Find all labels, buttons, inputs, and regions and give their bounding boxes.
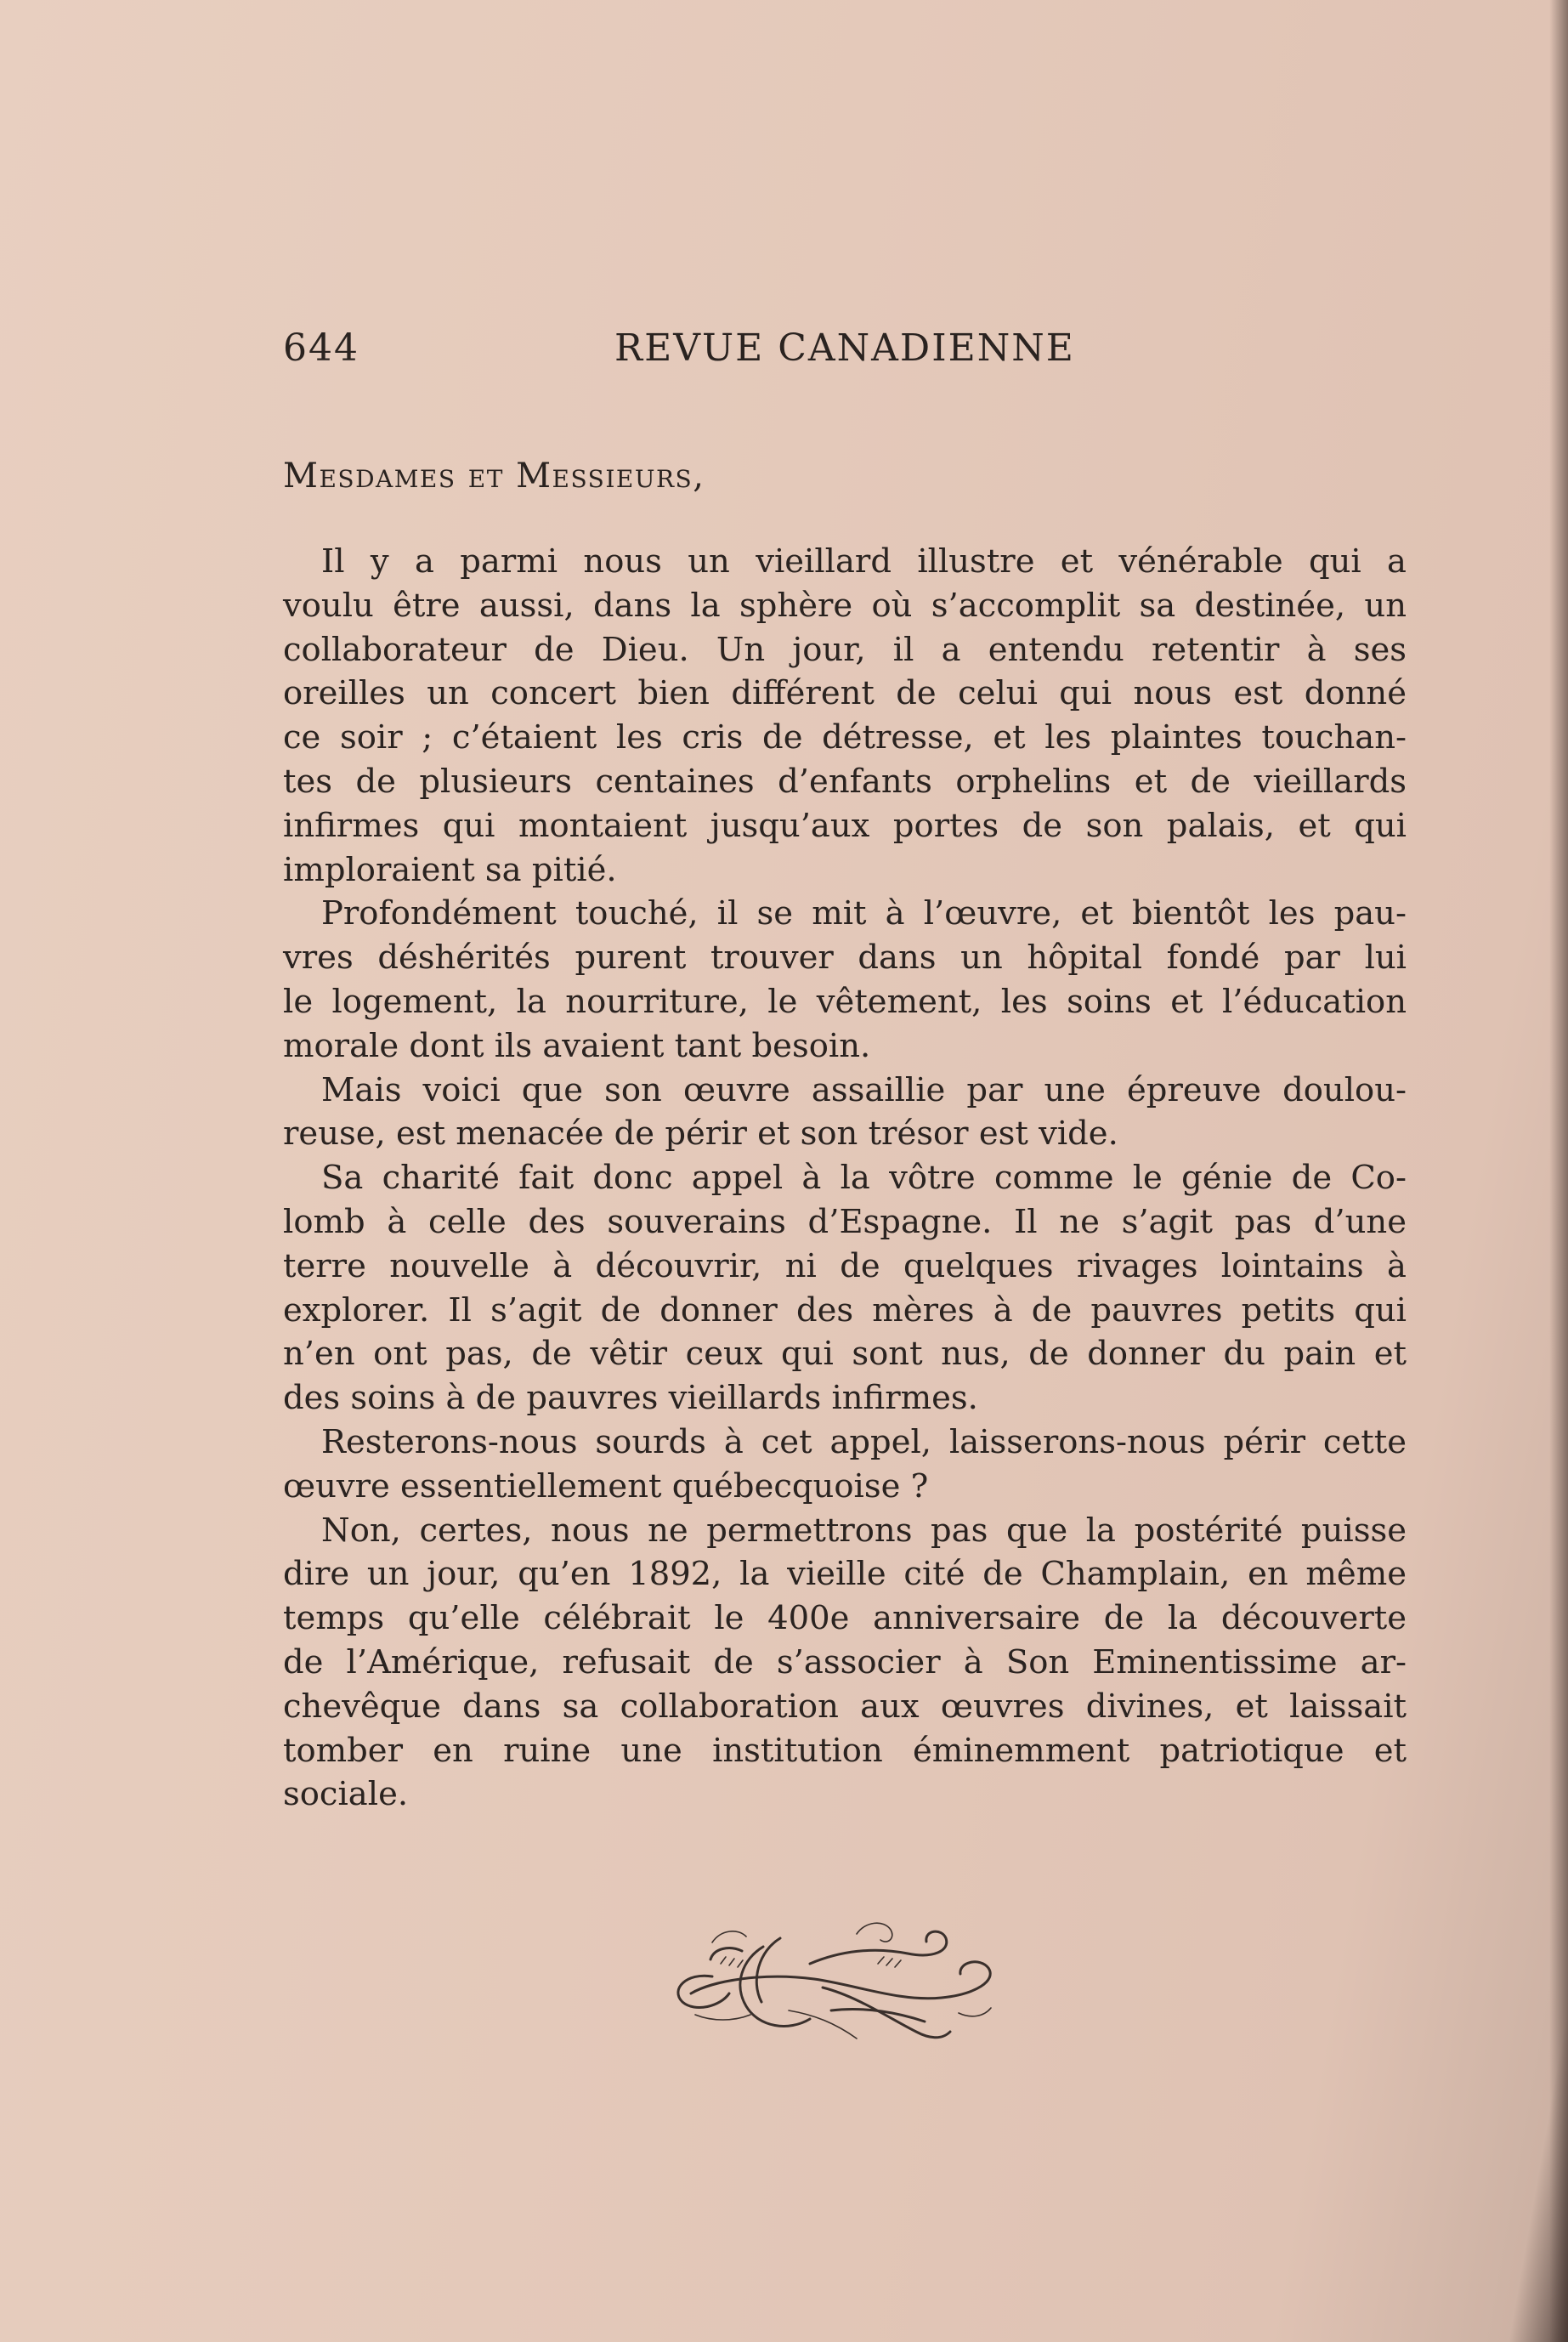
text-line: n’en ont pas, de vêtir ceux qui sont nus, de donner du pain et: [283, 1335, 1407, 1374]
text-line: temps qu’elle célébrait le 400e anniversaire de la découverte: [283, 1599, 1407, 1638]
text-line: Non, certes, nous ne permettrons pas que la postérité puisse: [321, 1511, 1407, 1550]
text-line: Profondément touché, il se mit à l’œuvre, et bientôt les pau-: [321, 894, 1407, 933]
running-header: [283, 326, 1133, 377]
text-line: vres déshérités purent trouver dans un hôpital fondé par lui: [283, 939, 1407, 978]
page-number: 644: [283, 326, 359, 370]
running-head-title: REVUE CANADIENNE: [614, 326, 1075, 370]
text-line: voulu être aussi, dans la sphère où s’accomplit sa destinée, un: [283, 586, 1407, 625]
text-line: sociale.: [283, 1775, 409, 1814]
text-line: ce soir ; c’étaient les cris de détresse, et les plaintes touchan-: [283, 718, 1407, 757]
text-line: dire un jour, qu’en 1892, la vieille cité de Champlain, en même: [283, 1555, 1407, 1594]
text-line: infirmes qui montaient jusqu’aux portes de son palais, et qui: [283, 806, 1407, 845]
text-line: des soins à de pauvres vieillards infirmes.: [283, 1379, 978, 1418]
text-line: Sa charité fait donc appel à la vôtre comme le génie de Co-: [321, 1159, 1407, 1198]
paragraph: [283, 1421, 1407, 1509]
flourish-ornament-icon: [661, 1913, 1014, 2053]
text-line: oreilles un concert bien différent de celui qui nous est donné: [283, 674, 1407, 713]
salutation: Mesdames et Messieurs,: [283, 456, 705, 496]
text-line: explorer. Il s’agit de donner des mères à de pauvres petits qui: [283, 1290, 1407, 1330]
text-line: œuvre essentiellement québecquoise ?: [283, 1466, 929, 1506]
paragraph: [283, 540, 1407, 892]
text-line: reuse, est menacée de périr et son trésor est vide.: [283, 1114, 1118, 1154]
text-line: tomber en ruine une institution éminemment patriotique et: [283, 1731, 1407, 1770]
text-line: imploraient sa pitié.: [283, 850, 617, 889]
paragraph: [283, 1156, 1407, 1421]
paragraph: [283, 1509, 1407, 1817]
text-line: collaborateur de Dieu. Un jour, il a entendu retentir à ses: [283, 630, 1407, 669]
text-line: chevêque dans sa collaboration aux œuvres divines, et laissait: [283, 1687, 1407, 1726]
paragraph: [283, 1069, 1407, 1157]
text-line: morale dont ils avaient tant besoin.: [283, 1026, 871, 1065]
text-line: le logement, la nourriture, le vêtement, les soins et l’éducation: [283, 982, 1407, 1021]
page-edge-shadow: [1549, 0, 1568, 2342]
text-line: tes de plusieurs centaines d’enfants orphelins et de vieillards: [283, 762, 1407, 801]
text-line: Mais voici que son œuvre assaillie par une épreuve doulou-: [321, 1070, 1407, 1109]
text-line: de l’Amérique, refusait de s’associer à Son Eminentissime ar-: [283, 1642, 1407, 1681]
text-line: lomb à celle des souverains d’Espagne. Il ne s’agit pas d’une: [283, 1202, 1407, 1241]
text-line: Il y a parmi nous un vieillard illustre et vénérable qui a: [321, 542, 1407, 581]
text-line: terre nouvelle à découvrir, ni de quelques rivages lointains à: [283, 1246, 1407, 1285]
paragraph: [283, 892, 1407, 1068]
body-text: [283, 540, 1407, 1817]
text-line: Resterons-nous sourds à cet appel, laisserons-nous périr cette: [321, 1422, 1407, 1461]
